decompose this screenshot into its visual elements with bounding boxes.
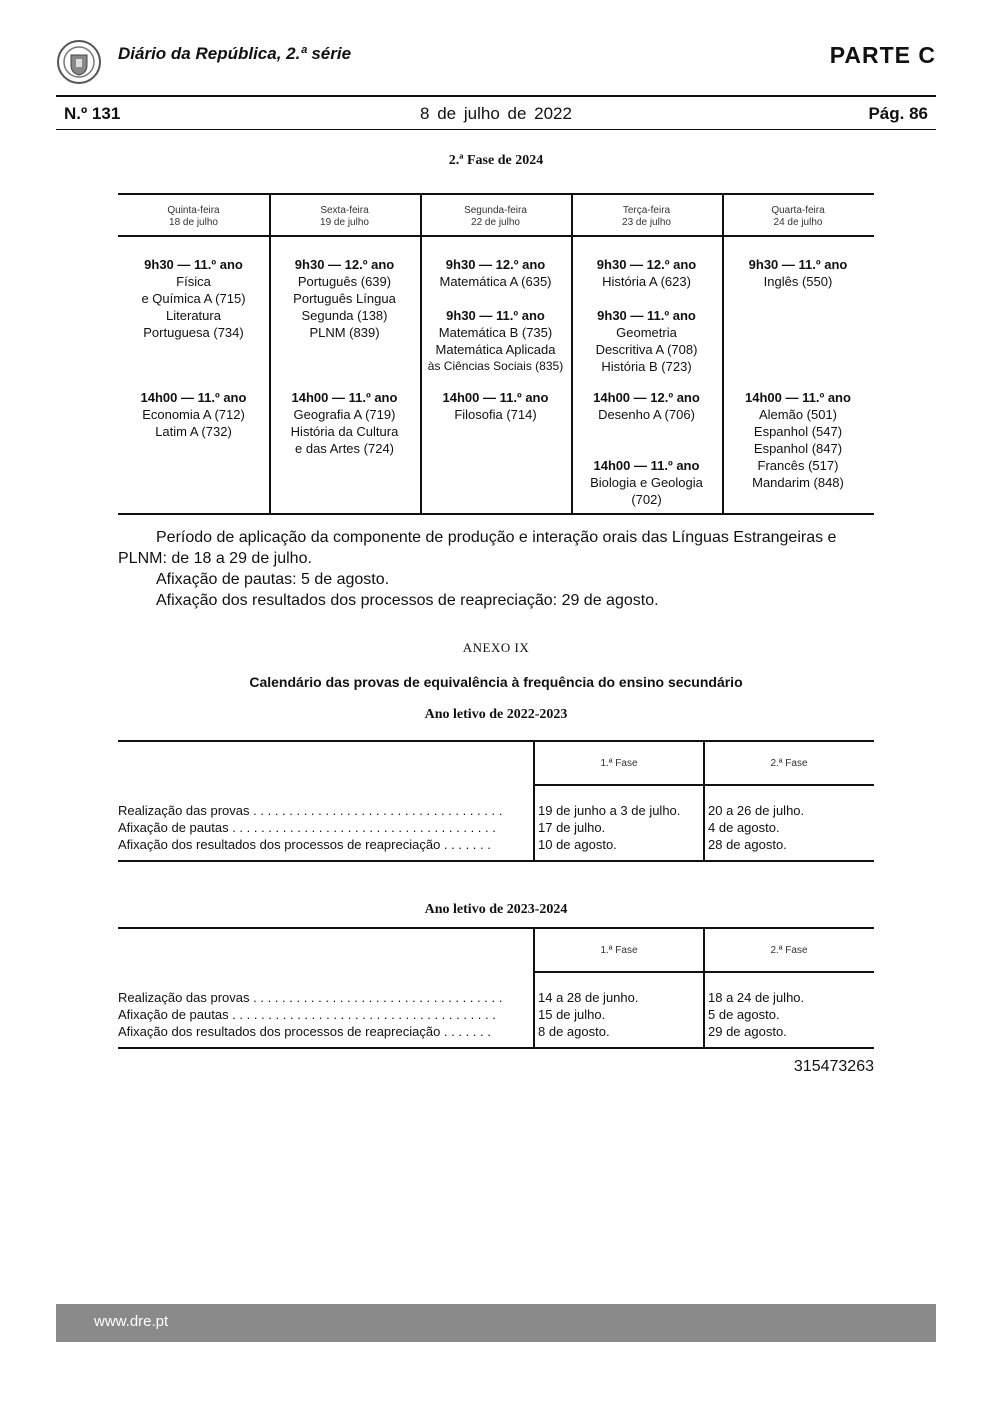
- exam-time: 9h30 — 12.º ano: [445, 257, 546, 272]
- phase2-value: 4 de agosto.: [708, 820, 780, 835]
- phase-header: 1.ª Fase: [600, 758, 638, 769]
- schedule-column: [420, 195, 573, 513]
- exam-time: 9h30 — 11.º ano: [748, 257, 848, 272]
- exam-time: 14h00 — 11.º ano: [442, 390, 549, 405]
- exam-time: 9h30 — 12.º ano: [294, 257, 395, 272]
- header-rule-top: [56, 95, 936, 97]
- exam-line: Descritiva A (708): [595, 342, 698, 357]
- date-label: 18 de julho: [169, 217, 218, 228]
- row-label: Realização das provas . . . . . . . . . . . . . . . . . . . . . . . . . . . . . . . . . . .: [118, 990, 503, 1005]
- exam-line: Latim A (732): [155, 424, 232, 439]
- exam-line: às Ciências Sociais (835): [427, 359, 564, 373]
- issue-date: 8 de julho de 2022: [420, 104, 572, 123]
- exam-time: 14h00 — 11.º ano: [140, 390, 247, 405]
- exam-line: Francês (517): [757, 458, 839, 473]
- exam-block: [118, 256, 269, 341]
- exam-time: 14h00 — 11.º ano: [593, 458, 700, 473]
- paragraph: Afixação dos resultados dos processos de reapreciação: 29 de agosto.: [156, 592, 659, 609]
- exam-line: Geografia A (719): [293, 407, 396, 422]
- exam-block: [722, 256, 874, 290]
- exam-line: Matemática A (635): [439, 274, 552, 289]
- page-number: Pág. 86: [868, 104, 928, 123]
- exam-line: e das Artes (724): [295, 441, 394, 456]
- table-row: [118, 1006, 874, 1023]
- exam-line: e Química A (715): [141, 291, 246, 306]
- paragraph: Afixação de pautas: 5 de agosto.: [156, 571, 390, 588]
- exam-line: Filosofia (714): [454, 407, 537, 422]
- exam-line: Biologia e Geologia: [590, 475, 703, 490]
- day-label: Sexta-feira: [320, 205, 369, 216]
- exam-line: Geometria: [616, 325, 677, 340]
- part-label: PARTE C: [829, 42, 936, 68]
- exam-line: Desenho A (706): [598, 407, 695, 422]
- schedule-column: [571, 195, 724, 513]
- exam-line: Economia A (712): [142, 407, 245, 422]
- day-label: Segunda-feira: [464, 205, 527, 216]
- exam-time: 14h00 — 12.º ano: [593, 390, 700, 405]
- annex-label: ANEXO IX: [462, 640, 530, 655]
- column-header: [269, 195, 420, 237]
- exam-time: 14h00 — 11.º ano: [745, 390, 851, 405]
- exam-block: [571, 307, 722, 375]
- annex-title: Calendário das provas de equivalência à frequência do ensino secundário: [249, 674, 743, 690]
- date-label: 24 de julho: [773, 217, 823, 228]
- table-row: [118, 1023, 874, 1040]
- date-label: 23 de julho: [622, 217, 671, 228]
- day-label: Quinta-feira: [167, 205, 220, 216]
- phase1-value: 15 de julho.: [538, 1007, 606, 1022]
- paragraph: Período de aplicação da componente de produção e interação orais das Línguas Estrangeiras e PLNM: de 18 a 29 de julho.: [118, 529, 837, 567]
- exam-line: Espanhol (547): [753, 424, 843, 439]
- column-header: [571, 195, 722, 237]
- phase-header: 2.ª Fase: [770, 945, 808, 956]
- phase2-value: 28 de agosto.: [708, 837, 787, 852]
- phase2-value: 5 de agosto.: [708, 1007, 780, 1022]
- phase2-value: 20 a 26 de julho.: [708, 803, 805, 818]
- phase2-value: 29 de agosto.: [708, 1024, 787, 1039]
- date-label: 19 de julho: [320, 217, 369, 228]
- exam-time: 9h30 — 11.º ano: [144, 257, 243, 272]
- phase1-value: 8 de agosto.: [538, 1024, 610, 1039]
- exam-block: [269, 256, 420, 341]
- row-label: Realização das provas . . . . . . . . . . . . . . . . . . . . . . . . . . . . . . . . . . .: [118, 803, 503, 818]
- exam-line: Literatura: [166, 308, 221, 323]
- date-label: 22 de julho: [471, 217, 520, 228]
- exam-calendar-table: [118, 927, 874, 1049]
- phase2-value: 18 a 24 de julho.: [708, 990, 805, 1005]
- row-label: Afixação de pautas . . . . . . . . . . . . . . . . . . . . . . . . . . . . . . . . . . . . .: [118, 820, 496, 835]
- exam-line: Segunda (138): [301, 308, 388, 323]
- day-label: Quarta-feira: [771, 205, 825, 216]
- exam-line: Português Língua: [293, 291, 396, 306]
- row-label: Afixação dos resultados dos processos de reapreciação . . . . . . .: [118, 1024, 491, 1039]
- exam-block: [420, 307, 571, 375]
- exam-line: História A (623): [602, 274, 691, 289]
- table-row: [118, 819, 874, 836]
- phase1-value: 17 de julho.: [538, 820, 606, 835]
- row-label: Afixação de pautas . . . . . . . . . . . . . . . . . . . . . . . . . . . . . . . . . . . . .: [118, 1007, 496, 1022]
- document-id: 315473263: [793, 1058, 874, 1075]
- exam-block: [571, 256, 722, 290]
- exam-time: 9h30 — 11.º ano: [597, 308, 696, 323]
- exam-line: (702): [631, 492, 662, 507]
- school-year-title: Ano letivo de 2023-2024: [424, 902, 568, 917]
- table-row: [118, 989, 874, 1006]
- publication-title: Diário da República, 2.ª série: [118, 44, 352, 63]
- exam-line: Matemática Aplicada: [435, 342, 556, 357]
- header-rule-bottom: [56, 129, 936, 130]
- exam-time: 9h30 — 12.º ano: [596, 257, 697, 272]
- coat-of-arms-seal: [56, 39, 102, 85]
- column-header: [420, 195, 571, 237]
- column-header: [722, 195, 874, 237]
- exam-line: História da Cultura: [290, 424, 399, 439]
- exam-time: 14h00 — 11.º ano: [291, 390, 398, 405]
- day-label: Terça-feira: [622, 205, 671, 216]
- footer-link[interactable]: www.dre.pt: [94, 1313, 169, 1330]
- exam-calendar-table: [118, 740, 874, 862]
- footer-bar: [56, 1304, 936, 1342]
- column-header: [118, 195, 269, 237]
- issue-number: N.º 131: [64, 104, 121, 123]
- exam-block: [722, 389, 874, 491]
- schedule-column: [118, 195, 271, 513]
- exam-line: Português (639): [297, 274, 392, 289]
- exam-line: PLNM (839): [309, 325, 380, 340]
- phase-header: 2.ª Fase: [770, 758, 808, 769]
- phase1-value: 14 a 28 de junho.: [538, 990, 639, 1005]
- phase-header: 1.ª Fase: [600, 945, 638, 956]
- body-text: [118, 527, 874, 611]
- exam-line: Espanhol (847): [753, 441, 843, 456]
- schedule-column: [269, 195, 422, 513]
- exam-line: História B (723): [601, 359, 692, 374]
- table-row: [118, 802, 874, 819]
- exam-block: [420, 256, 571, 290]
- exam-block: [571, 389, 722, 423]
- schedule-column: [722, 195, 874, 513]
- exam-line: Alemão (501): [758, 407, 838, 422]
- table-row: [118, 836, 874, 853]
- exam-block: [269, 389, 420, 457]
- phase1-value: 10 de agosto.: [538, 837, 617, 852]
- exam-block: [420, 389, 571, 423]
- phase1-value: 19 de junho a 3 de julho.: [538, 803, 681, 818]
- schedule-table: [118, 193, 874, 515]
- exam-line: Matemática B (735): [438, 325, 553, 340]
- exam-time: 9h30 — 11.º ano: [446, 308, 545, 323]
- exam-line: Física: [176, 274, 211, 289]
- row-label: Afixação dos resultados dos processos de reapreciação . . . . . . .: [118, 837, 491, 852]
- header-divider: [534, 784, 874, 786]
- exam-line: Inglês (550): [763, 274, 833, 289]
- exam-line: Portuguesa (734): [143, 325, 244, 340]
- exam-line: Mandarim (848): [752, 475, 844, 490]
- exam-block: [571, 457, 722, 508]
- header-divider: [534, 971, 874, 973]
- schedule-title: 2.ª Fase de 2024: [448, 153, 544, 168]
- school-year-title: Ano letivo de 2022-2023: [424, 707, 568, 722]
- exam-block: [118, 389, 269, 440]
